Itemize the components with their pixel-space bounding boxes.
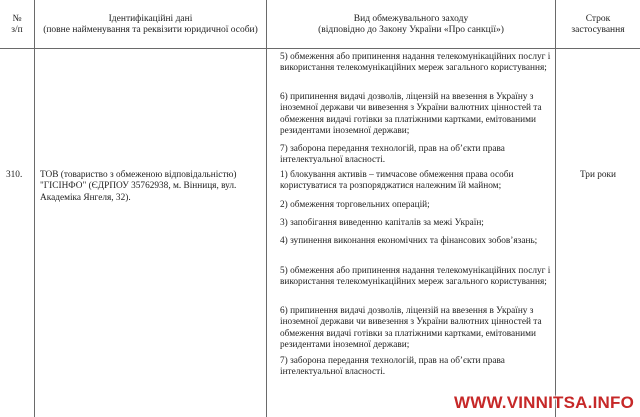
company-identification: ТОВ (товариство з обмеженою відповідальністю) "ГІСІНФО" (ЄДРПОУ 35762938, м. Вінниця, вул. Академіка Янгеля, 32). bbox=[40, 170, 237, 203]
header-term bbox=[556, 14, 640, 36]
header-measure-type-line: (відповідно до Закону України «Про санкції») bbox=[318, 25, 504, 35]
site-watermark: WWW.VINNITSA.INFO bbox=[454, 393, 634, 412]
column-divider bbox=[266, 0, 267, 417]
measure-item: 5) обмеження або припинення надання телекомунікаційних послуг і використання телекомунікаційних мереж загального користування; bbox=[280, 52, 551, 74]
header-identification bbox=[35, 14, 266, 36]
header-identification-line: (повне найменування та реквізити юридичної особи) bbox=[43, 25, 258, 35]
term-value: Три роки bbox=[579, 170, 617, 180]
measure-item: 7) заборона передання технологій, прав на об’єкти права інтелектуальної власності. bbox=[280, 356, 505, 378]
measure-item: 5) обмеження або припинення надання телекомунікаційних послуг і використання телекомунікаційних мереж загального користування; bbox=[280, 266, 551, 288]
column-divider bbox=[34, 0, 35, 417]
column-divider bbox=[555, 0, 556, 417]
measure-item: 6) припинення видачі дозволів, ліцензій на ввезення в Україну з іноземної держави чи вивезення з України валютних цінностей та обмеження видачі готівки за платіжними картками, емітованими резидентами іноземної держави; bbox=[280, 92, 542, 136]
header-number bbox=[0, 14, 34, 36]
row-number: 310. bbox=[6, 170, 23, 180]
measure-item: 4) зупинення виконання економічних та фінансових зобов’язань; bbox=[280, 236, 538, 246]
measure-item: 1) блокування активів – тимчасове обмеження права особи користуватися та розпоряджатися належним їй майном; bbox=[280, 170, 514, 192]
header-measure-type-line: Вид обмежувального заходу bbox=[353, 14, 469, 24]
measure-item: 7) заборона передання технологій, прав на об’єкти права інтелектуальної власності. bbox=[280, 144, 505, 166]
header-term-line: Строк bbox=[585, 14, 611, 24]
header-measure-type bbox=[267, 14, 555, 36]
header-divider bbox=[0, 48, 640, 49]
header-number-line: № bbox=[12, 14, 22, 24]
header-identification-line: Ідентифікаційні дані bbox=[108, 14, 193, 24]
header-number-line: з/п bbox=[11, 25, 23, 35]
header-term-line: застосування bbox=[571, 25, 625, 35]
measure-item: 3) запобігання виведенню капіталів за межі Україн; bbox=[280, 218, 484, 228]
measure-item: 6) припинення видачі дозволів, ліцензій на ввезення в Україну з іноземної держави чи вивезення з України валютних цінностей та обмеження видачі готівки за платіжними картками, емітованими резидентами іноземної держави; bbox=[280, 306, 542, 350]
measure-item: 2) обмеження торговельних операцій; bbox=[280, 200, 430, 210]
